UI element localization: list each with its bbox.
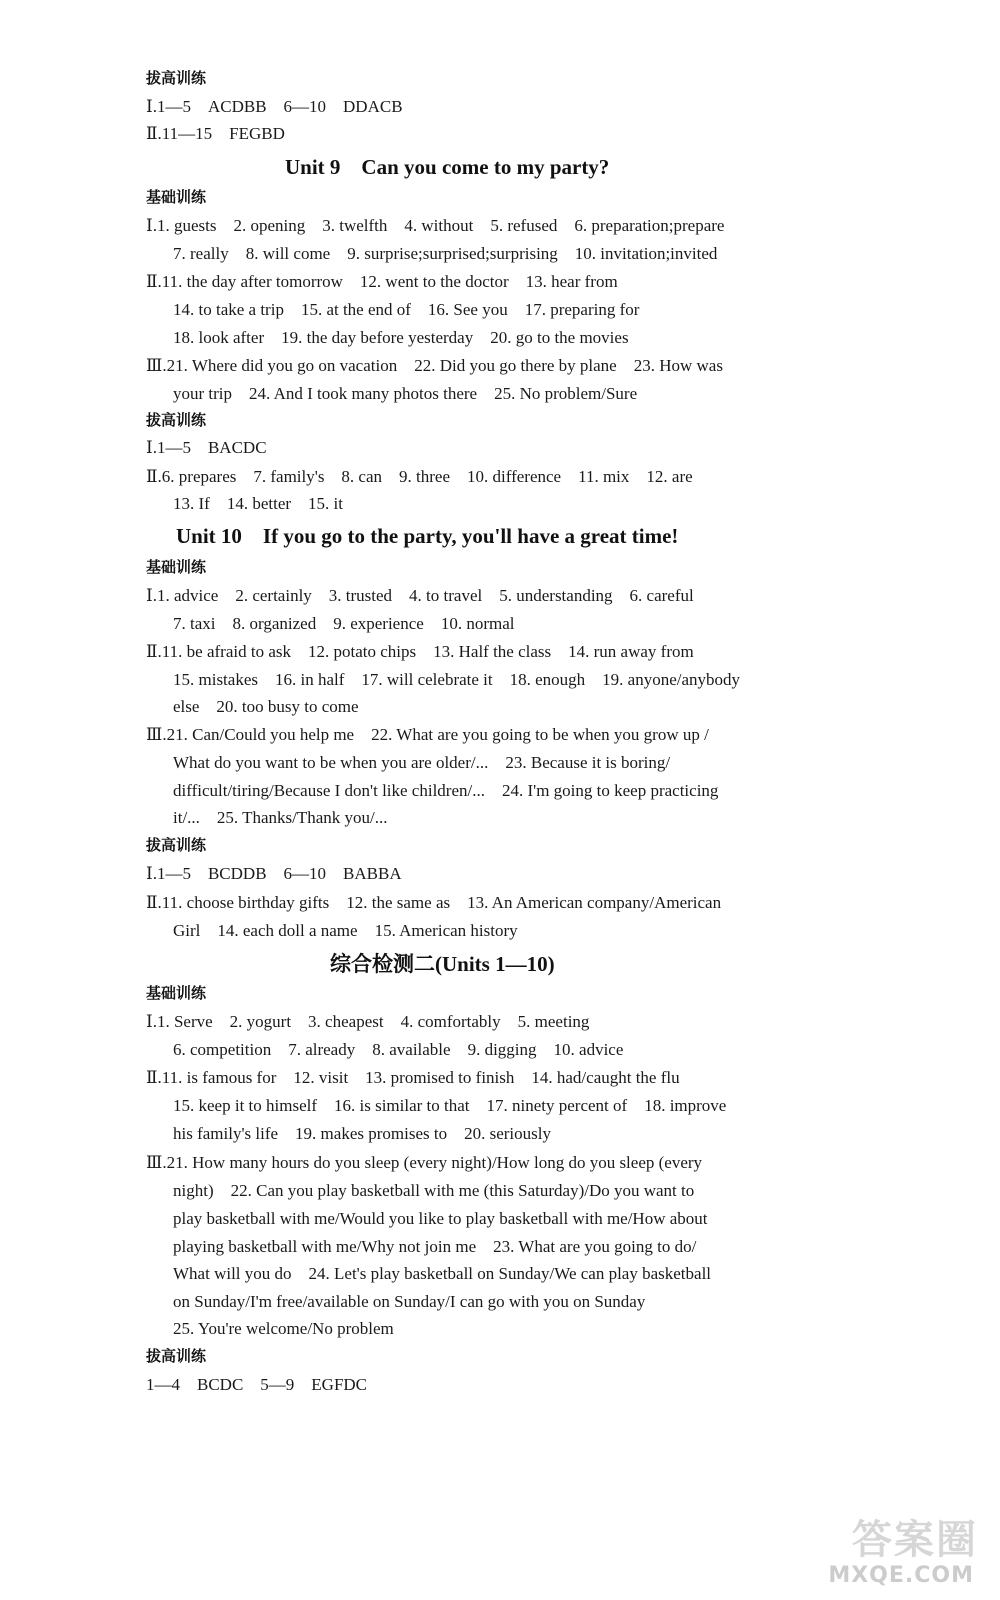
section-heading-extension: 拔高训练	[146, 836, 207, 854]
answer-line: Ⅱ.11. choose birthday gifts 12. the same as 13. An American company/American	[146, 893, 722, 912]
answer-line: 18. look after 19. the day before yesterday 20. go to the movies	[173, 328, 629, 347]
section-heading-basic: 基础训练	[146, 558, 207, 576]
answer-line: 25. You're welcome/No problem	[173, 1319, 394, 1338]
unit-10-title: Unit 10 If you go to the party, you'll have a great time!	[176, 524, 679, 548]
answer-line: else 20. too busy to come	[173, 697, 359, 716]
section-heading-basic: 基础训练	[146, 188, 207, 206]
answer-line: Ⅰ.1. advice 2. certainly 3. trusted 4. to travel 5. understanding 6. careful	[146, 586, 694, 605]
answer-line: on Sunday/I'm free/available on Sunday/I can go with you on Sunday	[173, 1292, 646, 1311]
answer-line: your trip 24. And I took many photos there 25. No problem/Sure	[173, 384, 638, 403]
answer-line: Ⅲ.21. Where did you go on vacation 22. Did you go there by plane 23. How was	[146, 356, 723, 375]
answer-line: 6. competition 7. already 8. available 9. digging 10. advice	[173, 1040, 624, 1059]
answer-line: 15. keep it to himself 16. is similar to that 17. ninety percent of 18. improve	[173, 1096, 727, 1115]
answer-line: Ⅲ.21. Can/Could you help me 22. What are you going to be when you grow up /	[146, 725, 709, 744]
answer-line: his family's life 19. makes promises to 20. seriously	[173, 1124, 551, 1143]
answer-line: 14. to take a trip 15. at the end of 16. See you 17. preparing for	[173, 300, 640, 319]
answer-line: Ⅲ.21. How many hours do you sleep (every night)/How long do you sleep (every	[146, 1153, 703, 1172]
review-2-title: 综合检测二(Units 1—10)	[330, 952, 555, 976]
answer-line: Ⅰ.1. Serve 2. yogurt 3. cheapest 4. comfortably 5. meeting	[146, 1012, 590, 1031]
answer-line: Ⅱ.11. is famous for 12. visit 13. promised to finish 14. had/caught the flu	[146, 1068, 680, 1087]
answer-line: 15. mistakes 16. in half 17. will celebrate it 18. enough 19. anyone/anybody	[173, 670, 741, 689]
answer-line: Girl 14. each doll a name 15. American history	[173, 921, 518, 940]
answer-line: difficult/tiring/Because I don't like children/... 24. I'm going to keep practicing	[173, 781, 719, 800]
answer-line: What do you want to be when you are older/... 23. Because it is boring/	[173, 753, 671, 772]
watermark-logo	[808, 1508, 978, 1588]
answer-line: play basketball with me/Would you like to play basketball with me/How about	[173, 1209, 708, 1228]
answer-line: Ⅰ.1. guests 2. opening 3. twelfth 4. without 5. refused 6. preparation;prepare	[146, 216, 725, 235]
answer-line: What will you do 24. Let's play basketball on Sunday/We can play basketball	[173, 1264, 712, 1283]
answer-line: Ⅱ.11. be afraid to ask 12. potato chips 13. Half the class 14. run away from	[146, 642, 694, 661]
section-heading-basic: 基础训练	[146, 984, 207, 1002]
answer-line: Ⅰ.1—5 BACDC	[146, 438, 267, 457]
section-heading-extension: 拔高训练	[146, 411, 207, 429]
watermark-cn: 答案圈	[852, 1517, 978, 1563]
answer-line: Ⅱ.11—15 FEGBD	[146, 124, 285, 143]
unit-9-title: Unit 9 Can you come to my party?	[285, 155, 610, 179]
answer-line: Ⅰ.1—5 ACDBB 6—10 DDACB	[146, 97, 403, 116]
answer-line: playing basketball with me/Why not join me 23. What are you going to do/	[173, 1237, 697, 1256]
answer-line: Ⅰ.1—5 BCDDB 6—10 BABBA	[146, 864, 402, 883]
answer-line: 7. really 8. will come 9. surprise;surprised;surprising 10. invitation;invited	[173, 244, 718, 263]
answer-line: Ⅱ.11. the day after tomorrow 12. went to the doctor 13. hear from	[146, 272, 618, 291]
answer-line: 1—4 BCDC 5—9 EGFDC	[146, 1375, 368, 1394]
answer-line: Ⅱ.6. prepares 7. family's 8. can 9. three 10. difference 11. mix 12. are	[146, 467, 693, 486]
section-heading-extension: 拔高训练	[146, 1347, 207, 1365]
watermark-en: MXQE.COM	[828, 1563, 974, 1588]
section-heading-extension: 拔高训练	[146, 69, 207, 87]
answer-line: it/... 25. Thanks/Thank you/...	[173, 808, 388, 827]
answer-line: 13. If 14. better 15. it	[173, 494, 343, 513]
answer-line: 7. taxi 8. organized 9. experience 10. normal	[173, 614, 515, 633]
answer-line: night) 22. Can you play basketball with me (this Saturday)/Do you want to	[173, 1181, 695, 1200]
